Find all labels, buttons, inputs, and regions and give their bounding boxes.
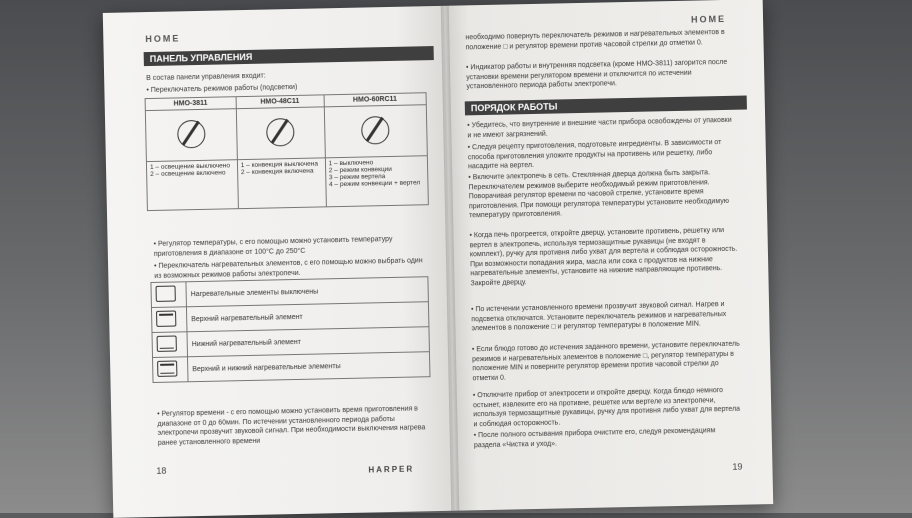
section-title: ПОРЯДОК РАБОТЫ [465,96,747,116]
knob-cell [324,105,427,158]
legend-line: 2 – конвекция включена [240,167,314,177]
mode-icon-cell [153,357,189,383]
oven-top-icon [156,310,176,326]
step-1: • Убедитесь, что внутренние и внешние части прибора освобождены от упаковки и не имеют загрязнений. [467,116,732,139]
timer-text: • Регулятор времени - с его помощью можно установить время приготовления в диапазоне от 0 до 60мин. По истечении установленного периода работы электропечи прозвучит звуковой сигнал. При необходимости выключения нагрева ранее установленного времени [157,405,426,447]
legend-cell [325,156,428,207]
legend-line: 4 – режим конвекции + вертел [328,179,421,189]
page-number: 19 [732,461,743,472]
oven-off-icon [156,286,176,302]
heating-modes-table [150,276,430,383]
mode-icon-cell [151,282,187,308]
temp-regulator-text: • Регулятор температуры, с его помощью можно установить температуру приготовления в диапазоне от 100°C до 250°C [153,235,393,258]
heating-switch-text: • Переключатель нагревательных элементов, с его помощью можно выбрать один из возможных режимов работы электропечи. [154,257,423,280]
model-name: HMO-48C11 [236,95,324,109]
top-text: необходимо повернуть переключатель режимов и нагревательных элементов в положение □ и регулятор времени против часовой стрелки до отметки 0. [465,28,725,51]
knob-cell [145,109,237,162]
mode-icon-cell [152,332,188,358]
model-name: HMO-60RC11 [324,93,427,107]
mode-label: Нагревательные элементы выключены [186,277,428,307]
mode-label: Верхний нагревательный элемент [186,302,428,332]
knob-icon [266,118,295,147]
table-row [153,352,430,383]
knob-icon [361,116,390,145]
open-manual [103,0,773,518]
legend-line: 2 – режим конвекции [328,165,393,175]
mode-icon-cell [151,307,187,333]
step-2: • Следуя рецепту приготовления, подготовьте ингредиенты. В зависимости от способа приготовления уложите продукты на противень или решетку, либо насадите на вертел. [467,139,722,171]
step-5: • По истечении установленного времени прозвучит звуковой сигнал. Нагрев и подсветка отключатся. Установите переключатель режимов и нагревательных элементов в положение □ и регулятор температуры в положение MIN. [471,301,727,333]
legend-line: 3 – режим вертела [328,173,386,182]
footer-brand: HARPER [368,464,415,475]
oven-both-icon [157,360,177,376]
mode-label: Нижний нагревательный элемент [187,327,429,357]
step-4: • Когда печь прогреется, откройте дверцу, установите противень, решетку или вертел в электропечь, используя термозащитные рукавицы (не входят в комплект), ручку для противня либо ухват для вертела и соблюдая осторожность. При возможности попадания жира, масла или сока с продуктов на нижние нагревательные элементы, установите на нижние направляющие противень. Закройте дверцу. [469,227,738,287]
section-title: ПАНЕЛЬ УПРАВЛЕНИЯ [144,46,434,66]
intro-text: В состав панели управления входит: [146,72,266,83]
page-18 [103,6,459,518]
knob-cell [236,107,325,160]
mode-label: Верхний и нижний нагревательные элементы [188,352,430,382]
models-table [145,92,429,211]
legend-cell [146,160,238,211]
step-8: • После полного остывания прибора очистите его, следуя рекомендациям раздела «Чистка и уход». [473,427,716,449]
mode-switch-text: • Переключатель режимов работы (подсветки) [146,83,298,95]
brand-logo: HOME [690,13,727,25]
legend-line: 1 – выключено [328,159,374,168]
knob-icon [177,120,206,149]
model-name: HMO-3811 [145,97,236,111]
brand-logo: HOME [145,33,181,45]
legend-line: 2 – освещение включено [150,169,226,179]
legend-cell [237,158,326,209]
oven-bottom-icon [157,335,177,351]
step-7: • Отключите прибор от электросети и откройте дверцу. Когда блюдо немного остынет, извлеките его на противне, решетке или вертеле из электропечи, используя термозащитные рукавицы, ручку для противня либо ухват для вертела и соблюдая осторожность. [472,387,741,428]
page-19 [443,0,774,511]
step-3: • Включите электропечь в сеть. Стеклянная дверца должна быть закрыта. Переключателем режимов выберите необходимый режим приготовления. Поворачивая регулятор времени по часовой стрелке, установите время приготовления. При помощи регулятора температуры установите необходимую температуру приготовления. [468,169,730,220]
legend-line: 1 – освещение выключено [149,162,231,172]
step-6: • Если блюдо готово до истечения заданного времени, установите переключатель режимов и нагревательных элементов в положение □, регулятор температуры в положение MIN и поверните регулятор времени против часовой стрелки до отметки 0. [471,340,740,382]
top-text-2: • Индикатор работы и внутренняя подсветка (кроме HMO-3811) загорится после установки времени регулятором времени и отключится по истечении установленного периода работы электропечи. [465,58,728,91]
legend-line: 1 – конвекция выключена [240,160,319,170]
page-number: 18 [156,465,167,476]
